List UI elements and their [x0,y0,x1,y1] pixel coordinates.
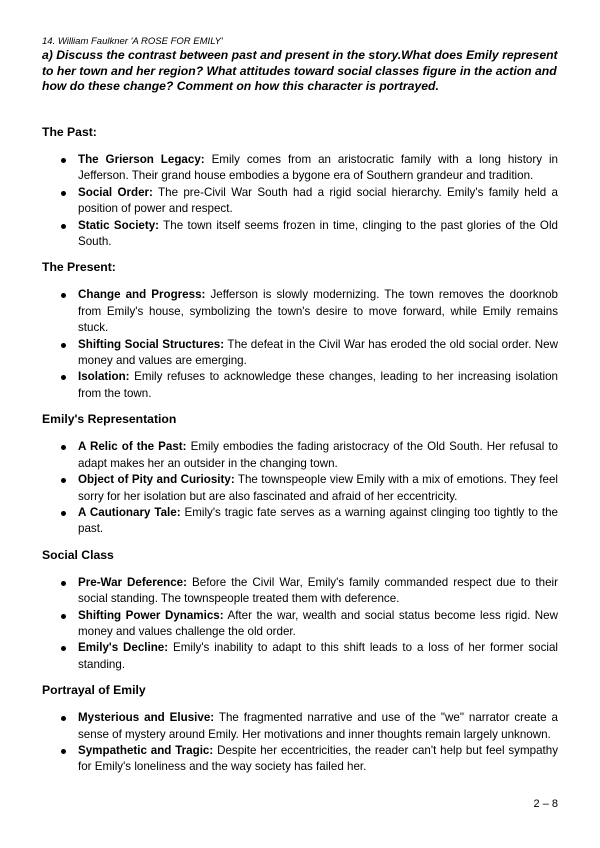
bullet-list [42,575,558,673]
item-label: Change and Progress: [78,288,206,302]
item-label: Shifting Power Dynamics: [78,608,224,622]
item-label: Emily's Decline: [78,641,169,655]
question-text: a) Discuss the contrast between past and present in the story.What does Emily represent to her town and her region? What attitudes toward social classes figure in the action and how do these change? Comment on how this character is portrayed. [42,48,558,93]
item-text: The defeat in the Civil War has eroded the old social order. New money and values are emerging. [78,337,558,368]
item-text: Emily's inability to adapt to this shift leads to a loss of her former social standing. [78,641,558,671]
bullet-list [42,152,558,250]
item-text: Emily embodies the fading aristocracy of the Old South. Her refusal to adapt makes her an outsider in the changing town. [78,440,558,470]
item-label: Mysterious and Elusive: [78,711,215,725]
bullet-list [42,710,558,776]
list-item [42,287,558,336]
item-label: Isolation: [78,370,130,384]
bullet-icon [61,343,66,348]
list-item [42,337,558,370]
item-text: The pre-Civil War South had a rigid social hierarchy. Emily's family held a position of power and respect. [78,185,558,216]
section [42,260,558,402]
bullet-list [42,439,558,537]
bullet-icon [61,614,66,619]
bullet-icon [61,478,66,483]
list-item [42,472,558,505]
bullet-icon [61,646,66,651]
bullet-icon [61,749,66,754]
section [42,412,558,537]
bullet-icon [61,716,66,721]
section [42,548,558,673]
item-label: Social Order: [78,185,153,199]
list-item [42,218,558,251]
section-heading: Portrayal of Emily [42,683,146,698]
item-text: After the war, wealth and social status become less rigid. New money and values challenge the old order. [78,608,558,638]
list-item [42,743,558,776]
list-item [42,185,558,218]
list-item [42,608,558,641]
item-label: Static Society: [78,218,160,232]
section [42,683,558,776]
item-label: The Grierson Legacy: [78,153,205,166]
section-heading: Social Class [42,547,114,562]
list-item [42,369,558,402]
item-label: Shifting Social Structures: [78,337,225,351]
list-item [42,640,558,673]
page-number: 2 – 8 [533,798,558,810]
item-text: The town itself seems frozen in time, clinging to the past glories of the Old South. [78,218,558,249]
bullet-icon [61,224,66,229]
item-text: Emily's tragic fate serves as a warning against clinging too tightly to the past. [78,505,559,536]
bullet-icon [61,581,66,586]
item-text: Emily refuses to acknowledge these changes, leading to her increasing isolation from the town. [78,370,558,400]
item-text: Emily comes from an aristocratic family with a long history in Jefferson. Their grand house embodies a bygone era of Southern grandeur and tradition. [78,153,559,183]
list-item [42,710,558,743]
section-heading: Emily's Representation [42,412,177,427]
item-text: Before the Civil War, Emily's family commanded respect due to their social standing. The townspeople treated them with deference. [78,575,558,606]
bullet-icon [61,191,66,196]
bullet-icon [61,293,66,298]
bullet-icon [61,445,66,450]
item-text: The fragmented narrative and use of the "we" narrator create a sense of mystery around Emily. Her motivations and inner thoughts remain largely unknown. [78,711,558,741]
bullet-icon [61,511,66,516]
section [42,125,558,250]
item-label: Pre-War Deference: [78,575,187,589]
item-label: Object of Pity and Curiosity: [78,473,235,487]
list-item [42,439,558,472]
bullet-icon [61,158,66,163]
header-line: 14. William Faulkner 'A ROSE FOR EMILY' [42,36,223,47]
item-label: Sympathetic and Tragic: [78,743,214,757]
item-text: Jefferson is slowly modernizing. The town removes the doorknob from Emily's house, symbolizing the town's desire to move forward, while Emily remains stuck. [78,288,558,335]
item-text: The townspeople view Emily with a mix of emotions. They feel sorry for her isolation but are also fascinated and afraid of her eccentricity. [78,473,558,503]
bullet-icon [61,375,66,380]
list-item [42,505,558,538]
list-item [42,575,558,608]
bullet-list [42,287,558,402]
item-label: A Cautionary Tale: [78,505,181,519]
section-heading: The Present: [42,260,116,275]
content-body [42,125,558,786]
item-text: Despite her eccentricities, the reader can't help but feel sympathy for Emily's loneliness and the way society has failed her. [78,743,559,774]
list-item [42,152,558,185]
section-heading: The Past: [42,125,97,139]
item-label: A Relic of the Past: [78,440,187,454]
